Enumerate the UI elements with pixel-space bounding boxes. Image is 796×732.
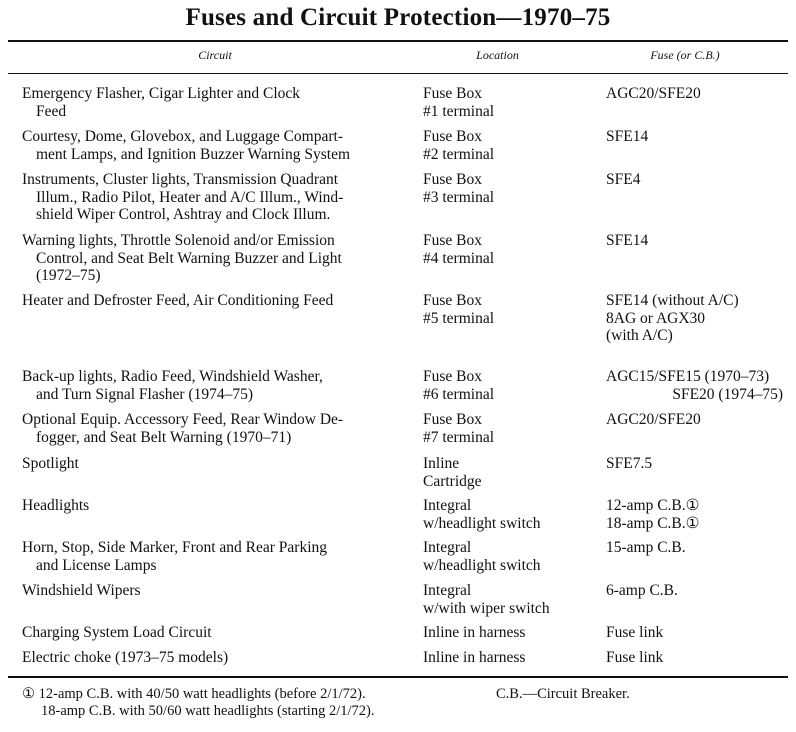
circuit-line: Courtesy, Dome, Glovebox, and Luggage Compart- (22, 128, 343, 145)
cell-circuit (22, 232, 412, 285)
cell-location (423, 292, 593, 327)
header-rule (8, 73, 788, 74)
circuit-line: Warning lights, Throttle Solenoid and/or Emission (22, 232, 335, 249)
location-line: Fuse Box (423, 232, 482, 249)
fuse-line: (with A/C) (606, 327, 673, 344)
cell-fuse (606, 232, 791, 250)
cell-fuse (606, 411, 791, 429)
cell-location (423, 171, 593, 206)
cell-circuit (22, 171, 412, 224)
circuit-line: Headlights (22, 497, 90, 514)
location-line: Cartridge (423, 472, 482, 490)
fuse-line: Fuse link (606, 649, 664, 666)
circuit-line: and Turn Signal Flasher (1974–75) (36, 385, 253, 403)
cell-circuit (22, 624, 412, 642)
cell-circuit (22, 497, 412, 515)
footnote-line-2: 18-amp C.B. with 50/60 watt headlights (starting 2/1/72). (41, 703, 375, 719)
location-line: #4 terminal (423, 249, 495, 267)
location-line: #1 terminal (423, 102, 495, 120)
cell-location (423, 624, 593, 642)
location-line: Fuse Box (423, 292, 482, 309)
location-line: w/headlight switch (423, 514, 541, 532)
cell-circuit (22, 539, 412, 574)
location-line: Fuse Box (423, 411, 482, 428)
cell-circuit (22, 411, 412, 446)
circuit-line: (1972–75) (36, 267, 101, 284)
fuse-line: SFE14 (606, 128, 649, 145)
circuit-line: Electric choke (1973–75 models) (22, 649, 229, 666)
circuit-line: Optional Equip. Accessory Feed, Rear Window De- (22, 411, 344, 428)
cell-fuse (606, 649, 791, 667)
cell-fuse (606, 582, 791, 600)
cell-circuit (22, 649, 412, 667)
footnotes (22, 686, 374, 720)
circuit-line: shield Wiper Control, Ashtray and Clock Illum. (36, 206, 331, 223)
fuse-line: Fuse link (606, 624, 664, 641)
circuit-line: Windshield Wipers (22, 582, 141, 599)
circuit-line: Back-up lights, Radio Feed, Windshield Washer, (22, 368, 323, 385)
location-line: Integral (423, 497, 472, 514)
fuse-line: 8AG or AGX30 (606, 309, 706, 327)
location-line: Fuse Box (423, 85, 482, 102)
location-line: #2 terminal (423, 145, 495, 163)
circuit-line: Illum., Radio Pilot, Heater and A/C Illum., Wind- (36, 188, 344, 206)
cell-location (423, 85, 593, 120)
circuit-line: Heater and Defroster Feed, Air Conditioning Feed (22, 292, 334, 309)
location-line: w/with wiper switch (423, 599, 550, 617)
cell-location (423, 649, 593, 667)
cell-fuse (606, 292, 791, 345)
fuse-line: SFE7.5 (606, 455, 653, 472)
location-line: Fuse Box (423, 368, 482, 385)
cell-circuit (22, 455, 412, 473)
circuit-line: ment Lamps, and Ignition Buzzer Warning System (36, 145, 351, 163)
location-line: Inline (423, 455, 460, 472)
circuit-line: Feed (36, 102, 67, 120)
cell-fuse (606, 455, 791, 473)
fuse-line: 15-amp C.B. (606, 539, 686, 556)
cell-location (423, 539, 593, 574)
location-line: #6 terminal (423, 385, 495, 403)
cell-fuse (606, 539, 791, 557)
cell-fuse (606, 624, 791, 642)
location-line: Integral (423, 539, 472, 556)
cell-location (423, 128, 593, 163)
column-header-location: Location (476, 48, 519, 62)
cell-location (423, 582, 593, 617)
cell-circuit (22, 128, 412, 163)
circuit-line: and License Lamps (36, 556, 157, 574)
fuse-line: SFE20 (1974–75) (672, 385, 783, 403)
fuse-line: 18-amp C.B.① (606, 514, 700, 532)
location-line: Fuse Box (423, 128, 482, 145)
fuse-line: AGC20/SFE20 (606, 411, 701, 428)
cell-circuit (22, 582, 412, 600)
fuse-line: 6-amp C.B. (606, 582, 678, 599)
fuse-line: AGC15/SFE15 (1970–73) (606, 368, 770, 385)
location-line: Fuse Box (423, 171, 482, 188)
location-line: #5 terminal (423, 309, 495, 327)
footnote-line-1: ① 12-amp C.B. with 40/50 watt headlights (before 2/1/72). (22, 686, 366, 702)
circuit-line: Charging System Load Circuit (22, 624, 212, 641)
location-line: Integral (423, 582, 472, 599)
fuse-line: 12-amp C.B.① (606, 497, 700, 514)
location-line: Inline in harness (423, 624, 526, 641)
cell-location (423, 455, 593, 490)
bottom-rule (8, 676, 788, 678)
cell-fuse (606, 171, 791, 189)
circuit-line: Spotlight (22, 455, 79, 472)
cell-location (423, 232, 593, 267)
top-rule (8, 40, 788, 42)
circuit-line: Emergency Flasher, Cigar Lighter and Clock (22, 85, 301, 102)
circuit-line: fogger, and Seat Belt Warning (1970–71) (36, 428, 292, 446)
circuit-line: Instruments, Cluster lights, Transmission Quadrant (22, 171, 339, 188)
location-line: Inline in harness (423, 649, 526, 666)
fuse-line: SFE14 (without A/C) (606, 292, 739, 309)
fuse-line: SFE14 (606, 232, 649, 249)
circuit-line: Horn, Stop, Side Marker, Front and Rear Parking (22, 539, 328, 556)
cell-location (423, 368, 593, 403)
cell-circuit (22, 292, 412, 310)
cell-location (423, 411, 593, 446)
cell-location (423, 497, 593, 532)
column-header-circuit: Circuit (198, 48, 232, 62)
footnote-cb-definition: C.B.—Circuit Breaker. (496, 686, 630, 702)
cell-fuse (606, 85, 791, 103)
cell-circuit (22, 85, 412, 120)
fuse-line: SFE4 (606, 171, 641, 188)
location-line: #7 terminal (423, 428, 495, 446)
location-line: w/headlight switch (423, 556, 541, 574)
cell-fuse (606, 368, 791, 403)
fuse-line: AGC20/SFE20 (606, 85, 701, 102)
cell-fuse (606, 128, 791, 146)
page-title: Fuses and Circuit Protection—1970–75 (185, 4, 611, 31)
circuit-line: Control, and Seat Belt Warning Buzzer and Light (36, 249, 342, 267)
cell-circuit (22, 368, 412, 403)
cell-fuse (606, 497, 791, 532)
location-line: #3 terminal (423, 188, 495, 206)
column-header-fuse: Fuse (or C.B.) (650, 48, 720, 62)
